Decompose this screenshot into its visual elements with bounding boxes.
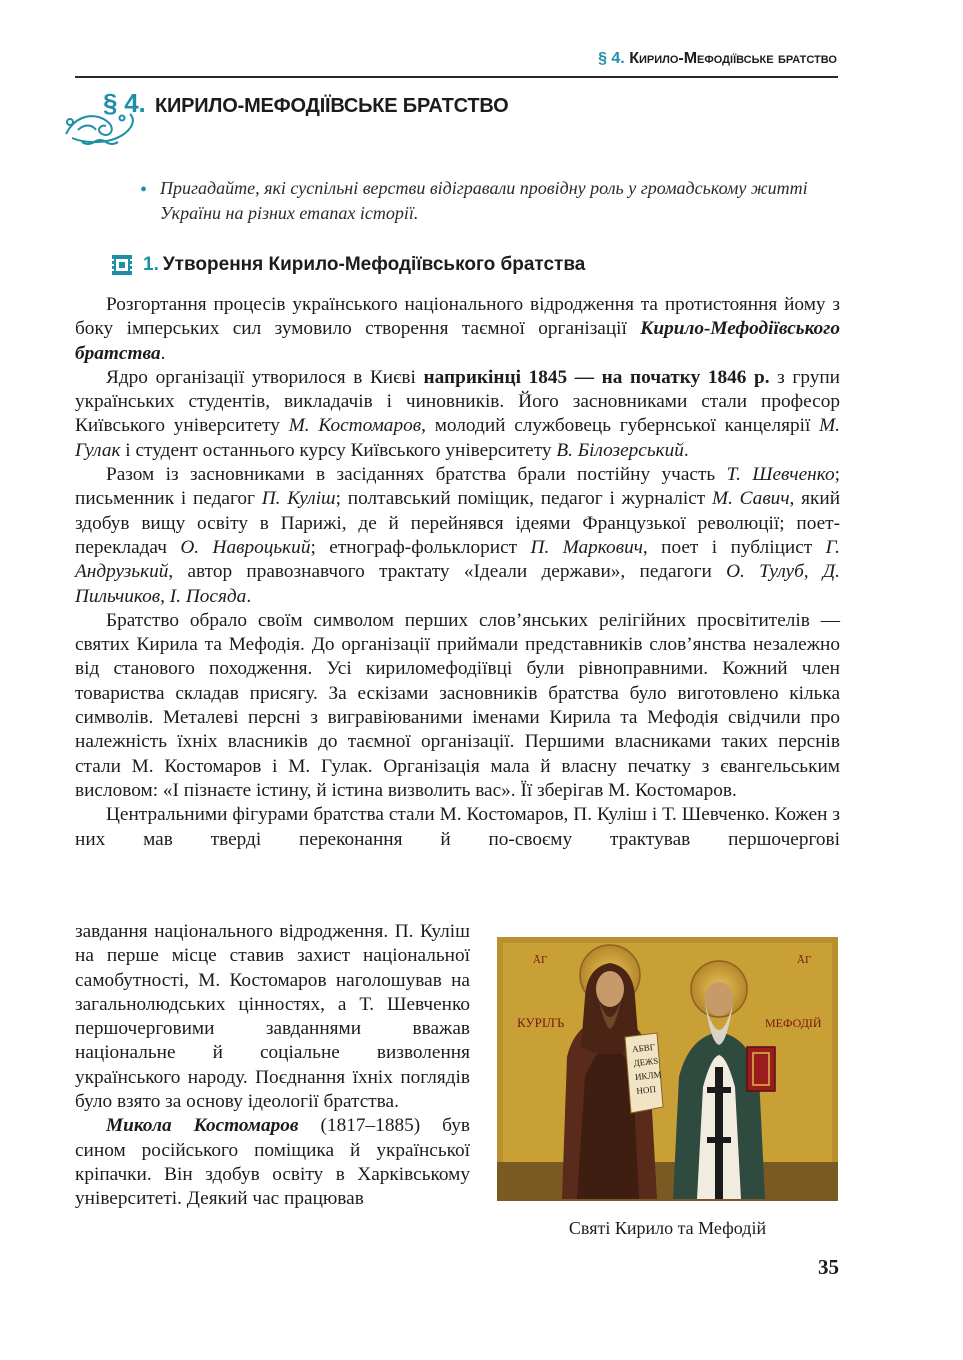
paragraph-1 [75, 293, 840, 366]
running-header-title: Кирило-Мефодіївське братство [629, 50, 837, 67]
p3-text-i: ; етнограф-фольклорист [310, 536, 531, 558]
wrapped-text [75, 920, 470, 1212]
p3-text-k: , поет і публіцист [642, 536, 826, 558]
section-title: Утворення Кирило-Мефодіївського братства [162, 254, 586, 275]
p6-dates: (1817–1885) [298, 1115, 421, 1137]
p3-text-m: , автор правознавчого трактату «Ідеали держави», педагоги [168, 561, 727, 583]
p3-name-kulish: П. Куліш [261, 488, 336, 510]
icon-label-right: МЕФОДІЙ [765, 1016, 822, 1030]
figure-caption: Святі Кирило та Мефодій [568, 1218, 767, 1238]
p2-text-e: , молодий службовець губернської канцелярії [421, 415, 820, 437]
p1-end: . [160, 342, 166, 364]
section-heading [111, 254, 585, 276]
chapter-section-symbol: § 4. [103, 88, 146, 118]
p2-text-g: і студент останнього курсу Київського університету [120, 439, 557, 461]
p3-name-navrotskyi: О. Навроцький [180, 536, 311, 558]
running-header-section: § 4. [598, 50, 625, 67]
chapter-title-text: КИРИЛО-МЕФОДІЇВСЬКЕ БРАТСТВО [154, 95, 509, 117]
p3-name-savych: М. Савич [712, 488, 790, 510]
icon-left-mark: ĀГ [533, 954, 548, 966]
paragraph-4: Братство обрало своїм символом перших слов’янських релігійних просвітителів — святих Кирила та Мефодія. До організації приймали представників слов’янства незалежно від станового походження. Усі кириломефодіївці були рівноправними. Кожний член товариства складав присягу. За ескізами засновників братства було виготовлено кілька символів. Металеві персні з вигравіюваними іменами Кирила та Мефодія свідчили про належність їхніх власників до таємної організації. Першими власниками таких перснів стали М. Костомаров і М. Гулак. Організація мала й власну печатку з євангельським висловом: «І пізнаєте істину, й істина визволить вас». Її зберігав М. Костомаров. [75, 609, 840, 801]
section-marker-icon [111, 254, 133, 276]
p6-text: був сином російського поміщика й української кріпачки. Він здобув освіту в Харківському університеті. Деякий час працював [75, 1115, 470, 1210]
scroll-line-2: ДЕЖЅ [633, 1055, 659, 1069]
chapter-title [103, 88, 508, 119]
paragraph-3 [75, 463, 840, 609]
p2-text-c: з групи українських студентів, викладачів і чиновників. Його засновниками стали професор Київського університету [75, 366, 840, 437]
scroll-line-3: ИКЛМ [634, 1069, 662, 1083]
body-text [75, 293, 840, 852]
paragraph-5-continued: завдання національного відродження. П. Куліш на перше місце ставив захист національної самобутності, М. Костомаров наголошував на загальнолюдських цінностях, а Т. Шевченко першочерговими завданнями вважав національне й соціальне визволення українського народу. Поєднання їхніх поглядів було взято за основу ідеології братства. [75, 921, 470, 1113]
p3-text-e: ; полтавський поміщик, педагог і журналіст [335, 488, 713, 510]
p2-text-a: Ядро організації утворилося в Києві [106, 366, 424, 388]
p6-name-kostomarov: Микола Костомаров [106, 1115, 299, 1137]
p3-text-a: Разом із засновниками в засіданнях братства брали постійну участь [106, 464, 727, 486]
paragraph-5: Центральними фігурами братства стали М. Костомаров, П. Куліш і Т. Шевченко. Кожен з них мав тверді переконання й по-своєму трактував першочергові [75, 804, 840, 850]
header-rule [75, 76, 838, 78]
question-bullet: • [140, 179, 148, 201]
p2-date: наприкінці 1845 — на початку 1846 р. [423, 366, 770, 388]
p1-term: Кирило-Мефодіївського братства [75, 318, 840, 364]
icon-label-left: КУРІЛЪ [517, 1015, 565, 1030]
scroll-line-1: АБВГ [631, 1041, 656, 1055]
page-number: 35 [818, 1255, 839, 1279]
p3-name-andruzkyi: Г. Андрузький [75, 536, 840, 583]
running-header [598, 50, 837, 68]
icon-right-mark: ĀГ [797, 954, 812, 966]
question-text: Пригадайте, які суспільні верстви відігравали провідну роль у громадському житті України на різних етапах історії. [160, 178, 808, 223]
scroll-line-4: НОП [635, 1084, 657, 1096]
paragraph-6 [75, 1114, 470, 1211]
p3-text-g: , який здобув вищу освіту в Парижі, де й перейнявся ідеями Французької революції; поет-перекладач [75, 488, 841, 558]
p3-text-c: ; письменник і педагог [75, 464, 840, 510]
p3-names-pedagogues: О. Тулуб, Д. Пильчиков, І. Посяда [75, 561, 840, 607]
p2-name-bilozerskyi: В. Білозерський [556, 439, 684, 461]
p2-name-hulak: М. Гулак [75, 415, 841, 461]
p1-text: Розгортання процесів українського національного відродження та протистояння йому з боку імперських сил зумовило створення таємної організації [75, 294, 840, 340]
p3-name-markovych: П. Маркович [530, 536, 643, 558]
saints-icon-image [497, 937, 838, 1201]
paragraph-2 [75, 366, 840, 463]
p3-end: . [246, 585, 252, 607]
p2-end: . [683, 439, 689, 461]
section-number: 1. [143, 254, 159, 275]
p2-name-kostomarov: М. Костомаров [288, 415, 422, 437]
p3-name-shevchenko: Т. Шевченко [726, 464, 835, 486]
